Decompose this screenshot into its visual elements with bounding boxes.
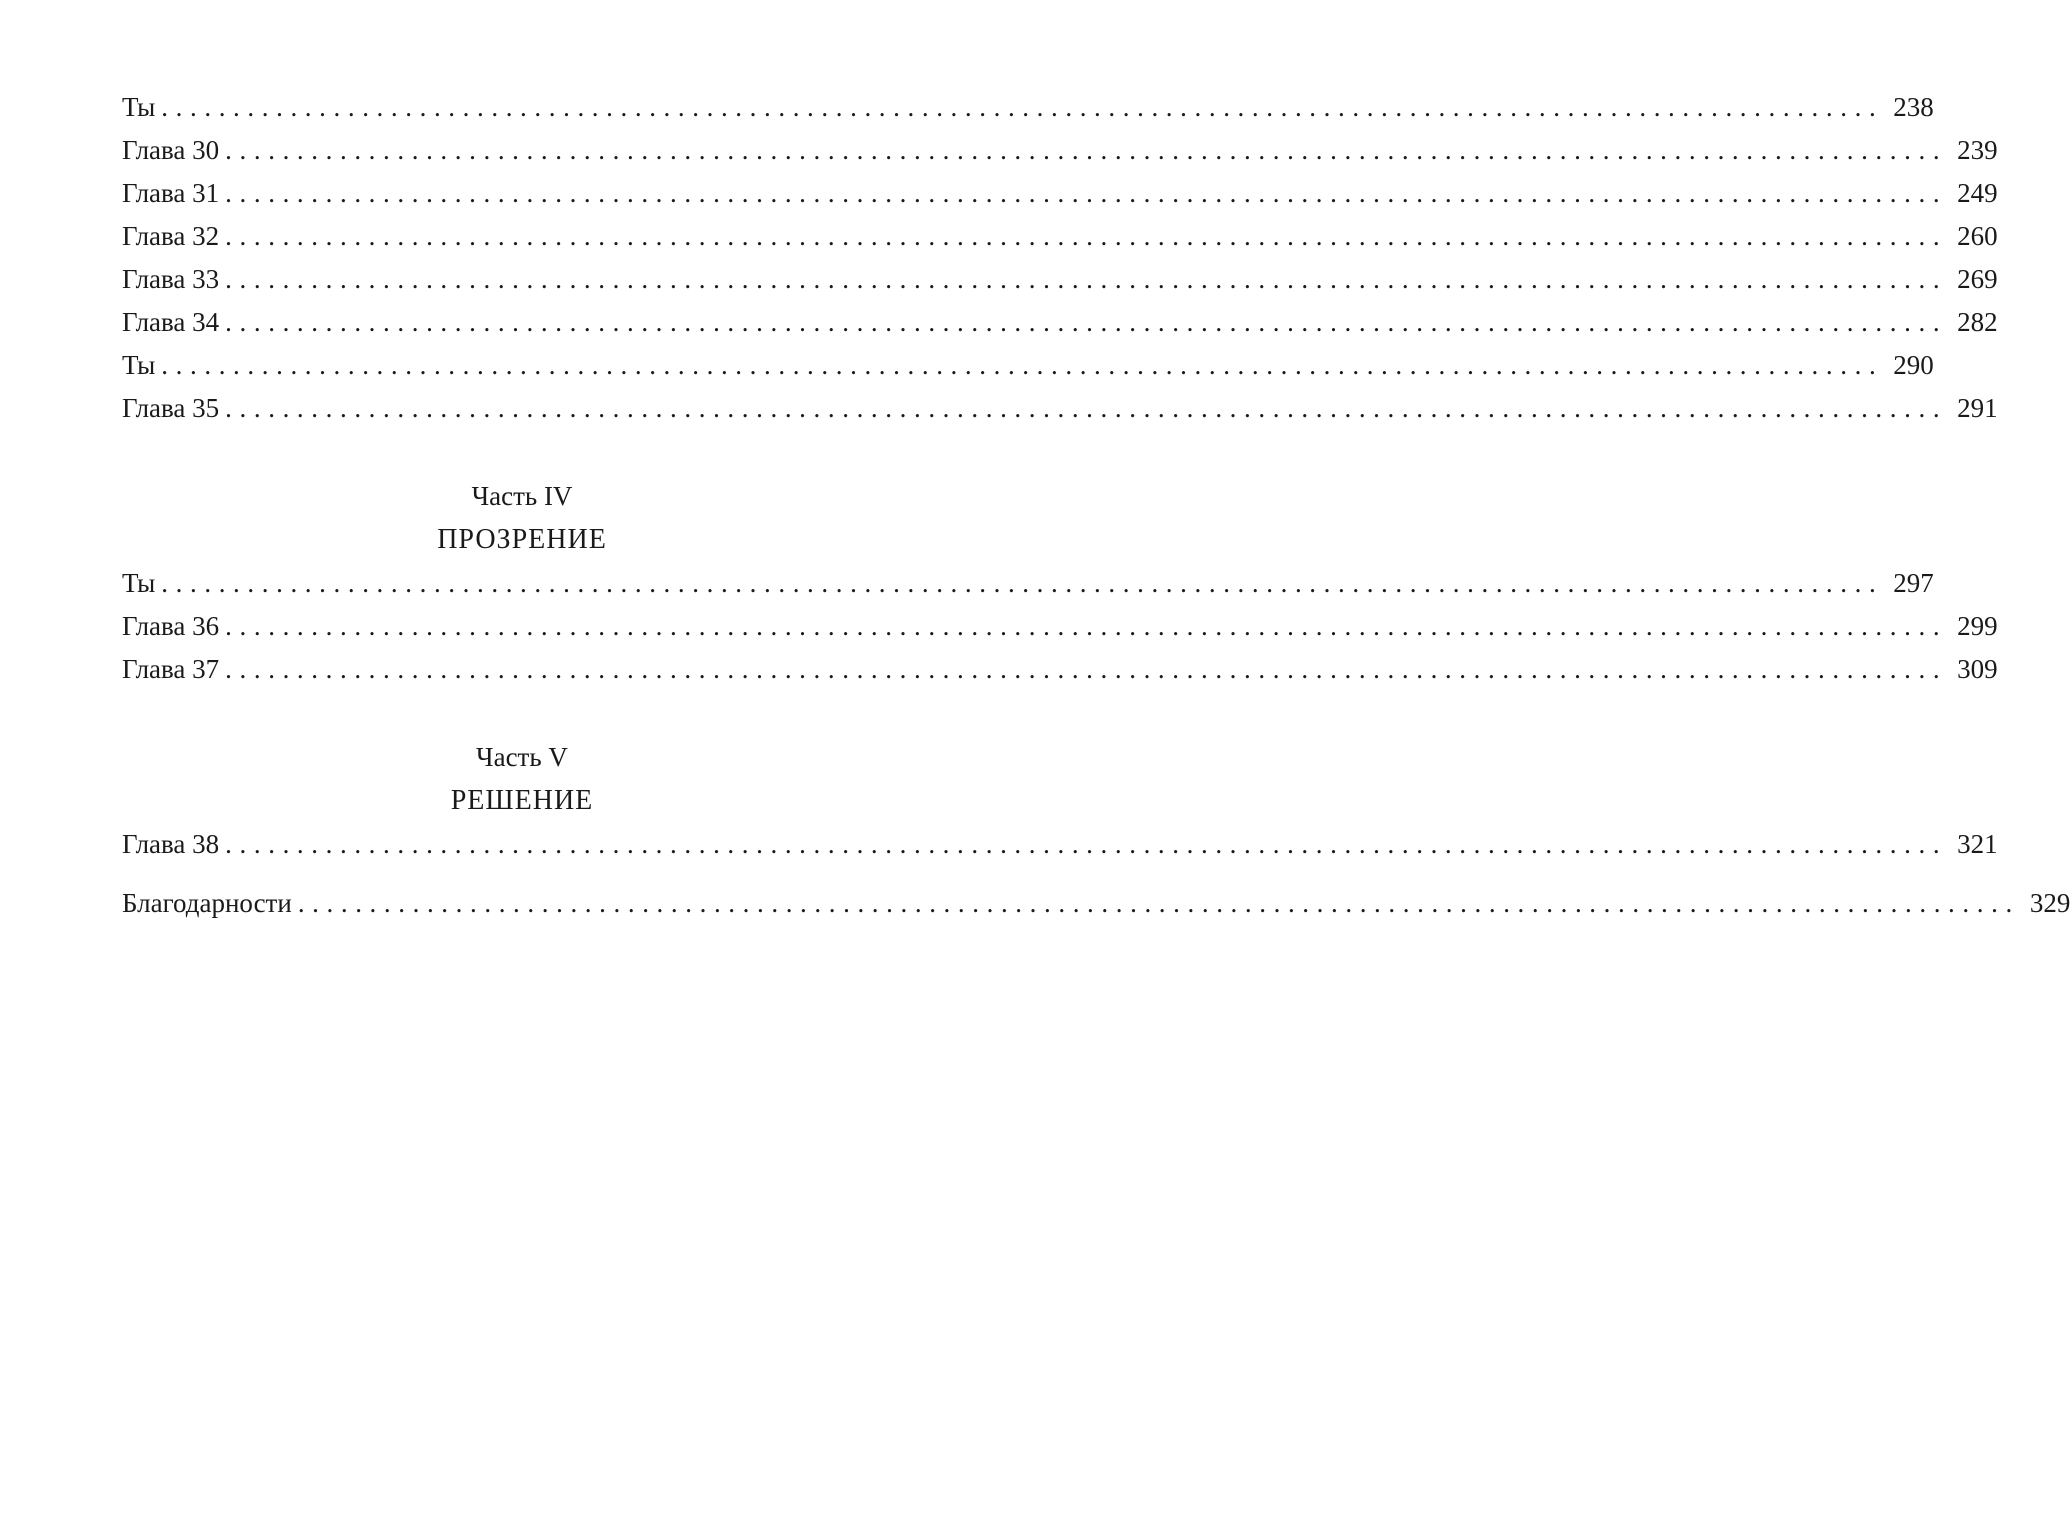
entry-page-number: 297 <box>1893 568 1934 598</box>
entry-page-number: 309 <box>1957 654 1998 684</box>
dot-leader: ........................................................................................................................ <box>161 92 1884 122</box>
toc-entry[interactable] <box>122 172 1998 215</box>
toc-entry[interactable] <box>122 648 1998 691</box>
part-title: РЕШЕНИЕ <box>450 785 594 816</box>
toc-entry[interactable] <box>122 882 2070 925</box>
entry-title: Глава 35 <box>122 393 220 423</box>
toc-entry[interactable] <box>122 823 1998 866</box>
entry-page-number: 282 <box>1957 307 1998 337</box>
entry-title: Глава 30 <box>122 135 220 165</box>
dot-leader: ........................................................................................................................ <box>225 393 1948 423</box>
entry-page-number: 290 <box>1893 350 1934 380</box>
entry-title: Глава 38 <box>122 829 220 859</box>
entry-title: Глава 32 <box>122 221 220 251</box>
toc-entry[interactable] <box>122 605 1998 648</box>
entry-page-number: 249 <box>1957 178 1998 208</box>
toc-entry[interactable] <box>122 301 1998 344</box>
toc-group-part3 <box>122 86 1998 430</box>
dot-leader: ........................................................................................................................ <box>225 611 1948 641</box>
entry-page-number: 260 <box>1957 221 1998 251</box>
toc-entry[interactable] <box>122 387 1998 430</box>
toc-entry[interactable] <box>122 562 1934 605</box>
toc-group-part5 <box>122 823 2070 925</box>
part-label: Часть IV <box>471 481 573 511</box>
toc-group-part4 <box>122 562 1998 691</box>
entry-page-number: 329 <box>2029 888 2070 918</box>
toc-entry[interactable] <box>122 129 1998 172</box>
entry-title: Глава 31 <box>122 178 220 208</box>
entry-page-number: 321 <box>1957 829 1998 859</box>
entry-title: Глава 34 <box>122 307 220 337</box>
dot-leader: ........................................................................................................................ <box>225 654 1948 684</box>
entry-title: Ты <box>122 350 156 380</box>
entry-page-number: 299 <box>1957 611 1998 641</box>
part-4-heading <box>122 474 922 562</box>
table-of-contents <box>122 86 2070 925</box>
entry-title: Глава 36 <box>122 611 220 641</box>
part-title: ПРОЗРЕНИЕ <box>437 524 607 555</box>
dot-leader: ........................................................................................................................ <box>297 888 2020 918</box>
toc-entry[interactable] <box>122 344 1934 387</box>
entry-title: Благодарности <box>122 888 292 918</box>
dot-leader: ........................................................................................................................ <box>225 135 1948 165</box>
entry-title: Ты <box>122 92 156 122</box>
part-label: Часть V <box>476 742 568 772</box>
part-5-heading <box>122 735 922 823</box>
dot-leader: ........................................................................................................................ <box>225 264 1948 294</box>
entry-page-number: 239 <box>1957 135 1998 165</box>
dot-leader: ........................................................................................................................ <box>161 568 1884 598</box>
toc-entry[interactable] <box>122 215 1998 258</box>
entry-title: Глава 33 <box>122 264 220 294</box>
entry-title: Глава 37 <box>122 654 220 684</box>
entry-page-number: 291 <box>1957 393 1998 423</box>
dot-leader: ........................................................................................................................ <box>225 178 1948 208</box>
entry-page-number: 269 <box>1957 264 1998 294</box>
entry-page-number: 238 <box>1893 92 1934 122</box>
entry-title: Ты <box>122 568 156 598</box>
toc-entry[interactable] <box>122 86 1934 129</box>
dot-leader: ........................................................................................................................ <box>225 221 1948 251</box>
dot-leader: ........................................................................................................................ <box>225 307 1948 337</box>
dot-leader: ........................................................................................................................ <box>225 829 1948 859</box>
toc-entry[interactable] <box>122 258 1998 301</box>
dot-leader: ........................................................................................................................ <box>161 350 1884 380</box>
